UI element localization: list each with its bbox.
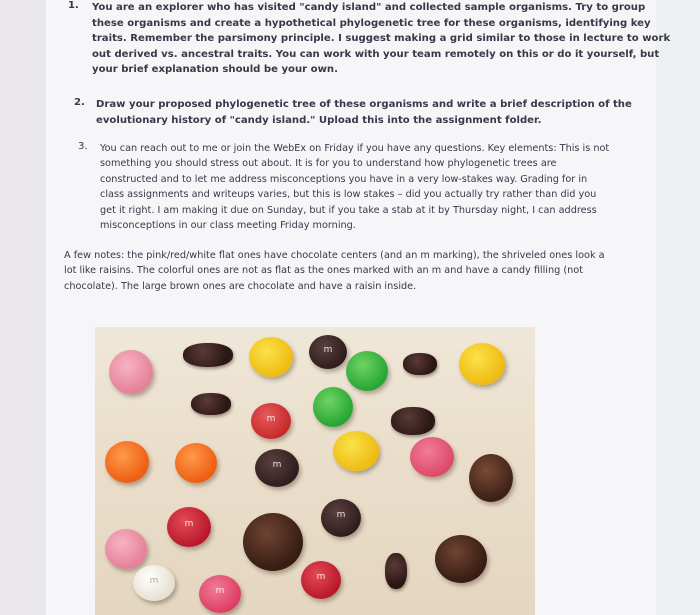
orange-candy [175,443,217,483]
pink-m-candy [199,575,241,613]
pink-candy [109,350,153,394]
m-marking: m [323,345,333,356]
item-1-line: these organisms and create a hypothetical phylogenetic tree for these organisms, identifying key [92,17,651,29]
item-1-line: traits. Remember the parsimony principle. I suggest making a grid similar to those in lecture to work [92,33,671,44]
raisin [183,343,233,367]
item-3-number: 3. [78,141,88,152]
brown-m-candy [309,335,347,369]
item-3-line: something you should stress out about. It is for you to understand how phylogenetic trees are [100,158,557,170]
raisin [391,407,435,435]
m-marking: m [184,519,194,529]
m-marking: m [272,460,282,471]
orange-candy [105,441,149,483]
brown-m-candy [255,449,299,487]
yellow-candy [333,431,379,471]
notes-line: lot like raisins. The colorful ones are not as flat as the ones marked with an m and have a candy filling (not [64,265,584,277]
m-marking: m [215,586,225,597]
item-1-line: You are an explorer who has visited "candy island" and collected sample organisms. Try to group [92,2,646,13]
chocolate-candy [435,535,487,583]
item-3-line: constructed and to let me address misconceptions you have in a very low-stakes way. Grading for in [100,173,588,185]
item-3-line: You can reach out to me or join the WebEx on Friday if you have any questions. Key elements: This is not [100,143,610,154]
raisin [385,553,407,589]
red-m-candy [167,507,211,547]
red-m-candy [251,403,291,439]
background-pane [656,0,700,615]
m-marking: m [316,572,326,583]
green-candy [313,387,353,427]
yellow-candy [249,337,293,377]
red-m-candy [301,561,341,599]
notes-paragraph [64,248,605,294]
item-2-text [96,97,632,128]
item-3-line: class assignments and writeups varies, but this is low stakes – did you actually try rather than did you [100,189,597,201]
notes-line: chocolate). The large brown ones are chocolate and have a raisin inside. [64,280,417,292]
white-m-candy [133,565,175,601]
item-3-line: get it right. I am making it due on Sunday, but if you take a stab at it by Thursday night, I can address [100,204,597,216]
candy-photo [95,327,535,615]
green-candy [346,351,388,391]
pink-candy [410,437,454,477]
item-2-number: 2. [74,97,85,108]
item-1-text [92,0,670,78]
item-1-line: your brief explanation should be your own. [92,64,338,75]
pink-candy [105,529,147,569]
m-marking: m [266,413,276,424]
item-3-line: misconceptions in our class meeting Friday morning. [100,220,356,232]
yellow-candy [459,343,505,385]
raisin [403,353,437,375]
notes-line: A few notes: the pink/red/white flat ones have chocolate centers (and an m marking), the shriveled ones look a [64,250,605,261]
item-2-line: evolutionary history of "candy island." Upload this into the assignment folder. [96,114,542,126]
item-3-text [100,141,609,233]
item-1-number: 1. [68,0,79,11]
item-2-line: Draw your proposed phylogenetic tree of these organisms and write a brief description of the [96,99,632,110]
m-marking: m [336,510,346,521]
m-marking: m [149,575,159,586]
chocolate-candy [469,454,513,502]
raisin [191,393,231,415]
item-1-line: out derived vs. ancestral traits. You can work with your team remotely on this or do it yourself, but [92,48,660,60]
chocolate-candy [243,513,303,571]
brown-m-candy [321,499,361,537]
